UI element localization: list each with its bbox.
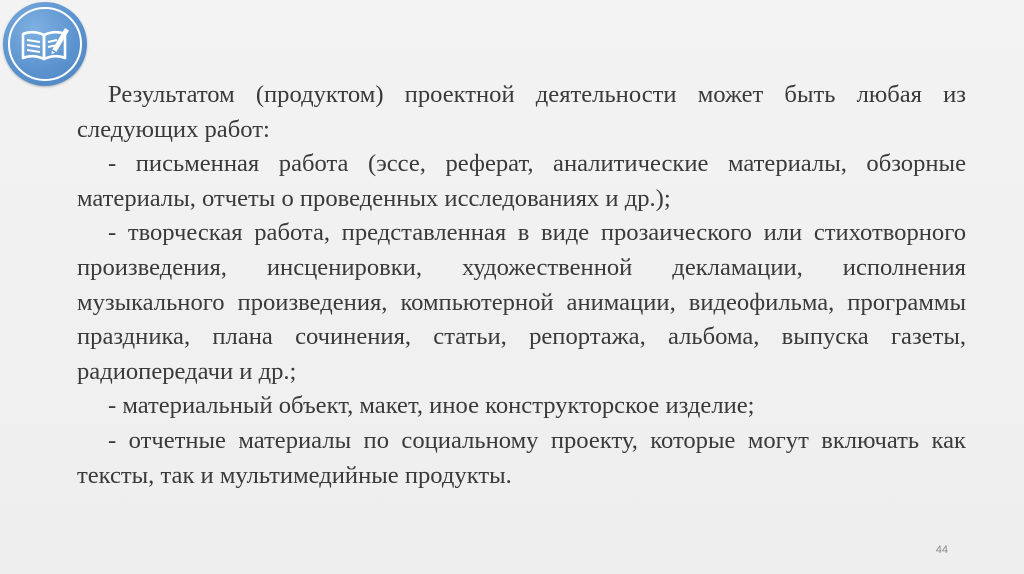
page-number: 44 [935,544,948,556]
list-item-written-work: - письменная работа (эссе, реферат, аналитические материалы, обзорные материалы, отчеты о проведенных исследованиях и др.); [77,150,966,212]
list-item-social-project: - отчетные материалы по социальному проекту, которые могут включать как тексты, так и мультимедийные продукты. [77,426,966,489]
logo-badge [3,2,87,86]
list-item-material-object: - материальный объект, макет, иное конструкторское изделие; [108,392,755,420]
list-item-creative-work: - творческая работа, представленная в виде прозаического или стихотворного произведения, инсценировки, художественной декламации, исполнения музыкального произведения, компьютерной анимации, видеофильма, программы праздника, плана сочинения, статьи, репортажа, альбома, выпуска газеты, радиопередачи и др.; [77,219,966,385]
intro-paragraph: Результатом (продуктом) проектной деятельности может быть любая из следующих работ: [77,81,966,143]
slide-body-text [77,78,966,493]
